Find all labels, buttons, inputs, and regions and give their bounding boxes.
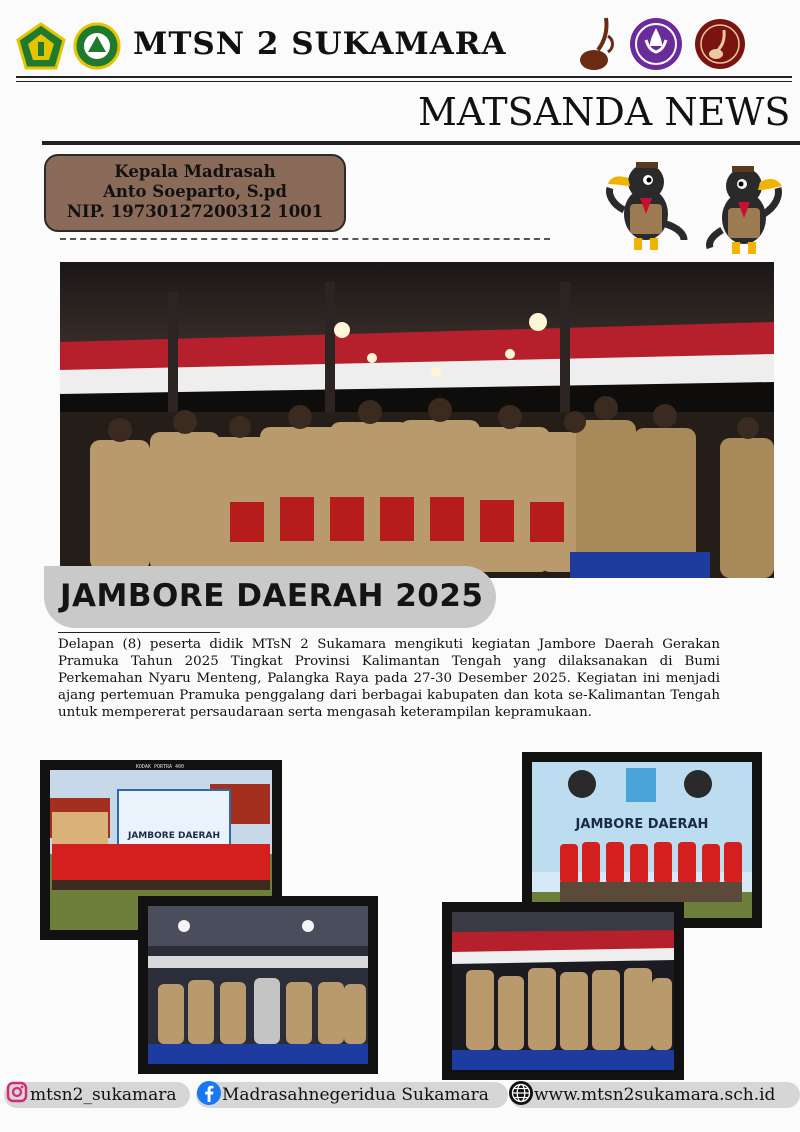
footer-website[interactable]: www.mtsn2sukamara.sch.id bbox=[534, 1085, 776, 1105]
main-group-photo bbox=[60, 262, 774, 578]
header-rule-2 bbox=[16, 81, 792, 82]
principal-nip: NIP. 19730127200312 1001 bbox=[66, 202, 324, 221]
gallery-photo-night-group bbox=[442, 902, 684, 1080]
news-title: MATSANDA NEWS bbox=[418, 90, 791, 134]
photo-banner-text-1: JAMBORE DAERAH bbox=[127, 831, 221, 841]
header-rule-1 bbox=[16, 76, 792, 78]
footer-facebook[interactable]: Madrasahnegeridua Sukamara bbox=[222, 1085, 489, 1105]
article-body: Delapan (8) peserta didik MTsN 2 Sukamara mengikuti kegiatan Jambore Daerah Gerakan Pramuka Tahun 2025 Tingkat Provinsi Kalimantan Tengah yang dilaksanakan di Bumi Perkemahan Nyaru Menteng, Palangka Raya pada 27-30 Desember 2025. Kegiatan ini menjadi ajang pertemuan Pramuka penggalang dari berbagai kabupaten dan kota se-Kalimantan Tengah untuk mempererat persaudaraan serta mengasah keterampilan kepramukaan. bbox=[58, 637, 720, 720]
footer-instagram[interactable]: mtsn2_sukamara bbox=[30, 1085, 177, 1105]
film-label: KODAK PORTRA 400 bbox=[135, 764, 185, 770]
scout-emblem-logo bbox=[628, 16, 684, 72]
globe-icon bbox=[508, 1080, 534, 1106]
principal-box bbox=[44, 154, 346, 232]
principal-name: Anto Soeparto, S.pd bbox=[103, 182, 287, 201]
facebook-icon bbox=[196, 1080, 222, 1106]
news-title-rule bbox=[42, 141, 800, 145]
photo-banner-text-2: JAMBORE DAERAH bbox=[575, 817, 709, 832]
gerakan-pramuka-logo bbox=[694, 18, 746, 70]
dashed-divider bbox=[60, 238, 550, 240]
hornbill-mascot-icon bbox=[702, 158, 790, 258]
madrasah-logo bbox=[72, 22, 122, 70]
gallery-photo-stage-group bbox=[138, 896, 378, 1074]
school-name: MTSN 2 SUKAMARA bbox=[133, 26, 507, 62]
tunas-kelapa-logo bbox=[578, 16, 618, 72]
kemenag-logo bbox=[16, 22, 66, 70]
hornbill-mascot-icon bbox=[600, 154, 688, 254]
title-underline bbox=[58, 632, 220, 633]
principal-role: Kepala Madrasah bbox=[114, 162, 276, 181]
instagram-icon bbox=[6, 1081, 28, 1103]
article-title: JAMBORE DAERAH 2025 bbox=[60, 578, 484, 614]
